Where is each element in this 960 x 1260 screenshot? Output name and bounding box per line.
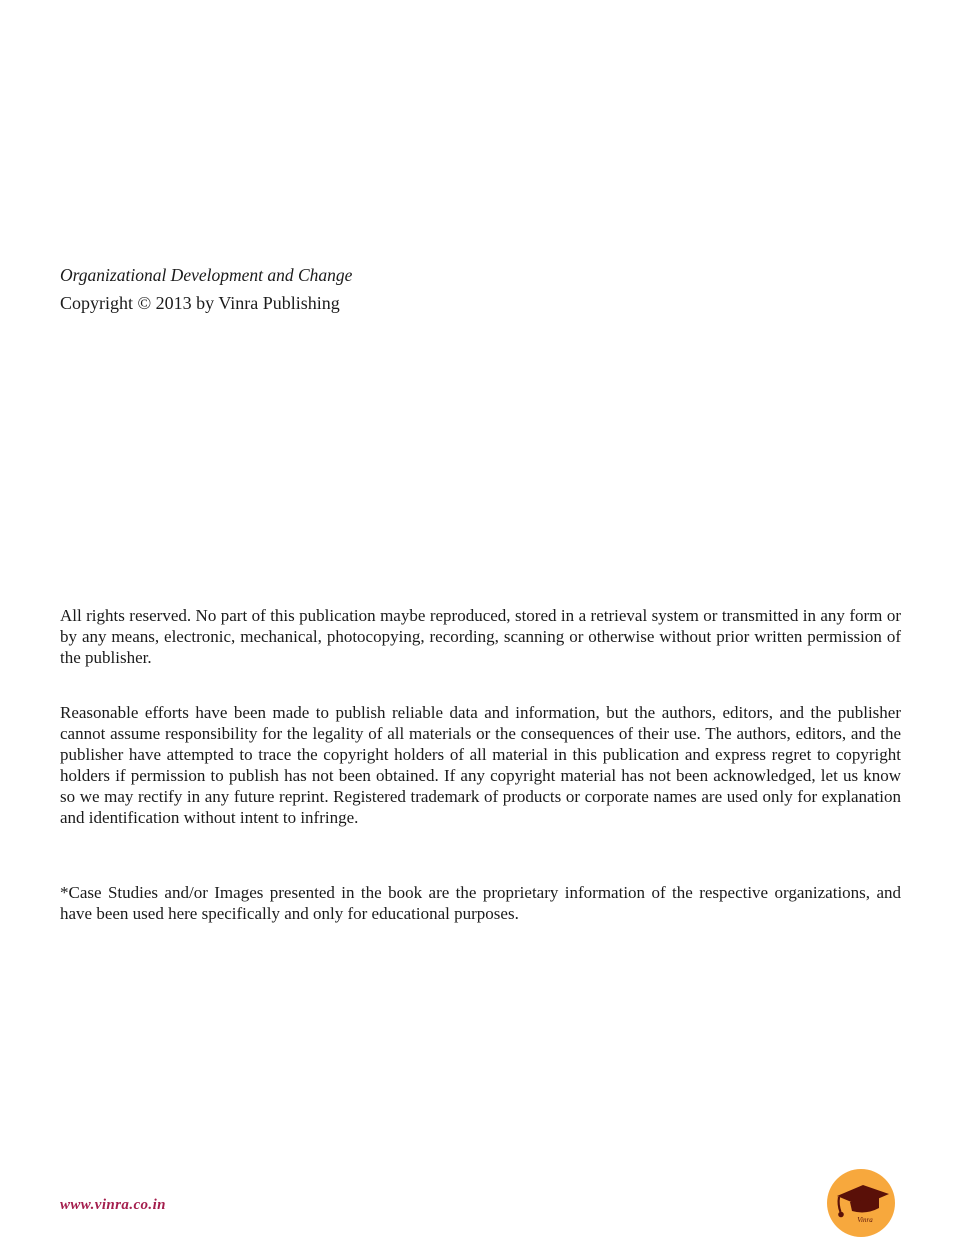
logo-wordmark: Vinra: [857, 1216, 873, 1224]
rights-reserved-paragraph: All rights reserved. No part of this publication maybe reproduced, stored in a retrieval system or transmitted in any form or by any means, electronic, mechanical, photocopying, recording, scanning or otherwise without prior written permission of the publisher.: [60, 606, 901, 667]
case-studies-note-paragraph: *Case Studies and/or Images presented in the book are the proprietary information of the respective organizations, and have been used here specifically and only for educational purposes.: [60, 883, 901, 923]
publisher-website-link[interactable]: www.vinra.co.in: [60, 1197, 166, 1213]
copyright-line: Copyright © 2013 by Vinra Publishing: [60, 293, 340, 313]
title-block: [60, 264, 352, 314]
publisher-logo: [826, 1168, 896, 1238]
graduation-cap-icon: [826, 1168, 896, 1238]
disclaimer-paragraph: Reasonable efforts have been made to publish reliable data and information, but the authors, editors, and the publisher cannot assume responsibility for the legality of all materials or the consequences of their use. The authors, editors, and the publisher have attempted to trace the copyright holders of all material in this publication and express regret to copyright holders if permission to publish has not been obtained. If any copyright material has not been acknowledged, let us know so we may rectify in any future reprint. Registered trademark of products or corporate names are used only for explanation and identification without intent to infringe.: [60, 703, 901, 827]
book-title: Organizational Development and Change: [60, 265, 353, 285]
